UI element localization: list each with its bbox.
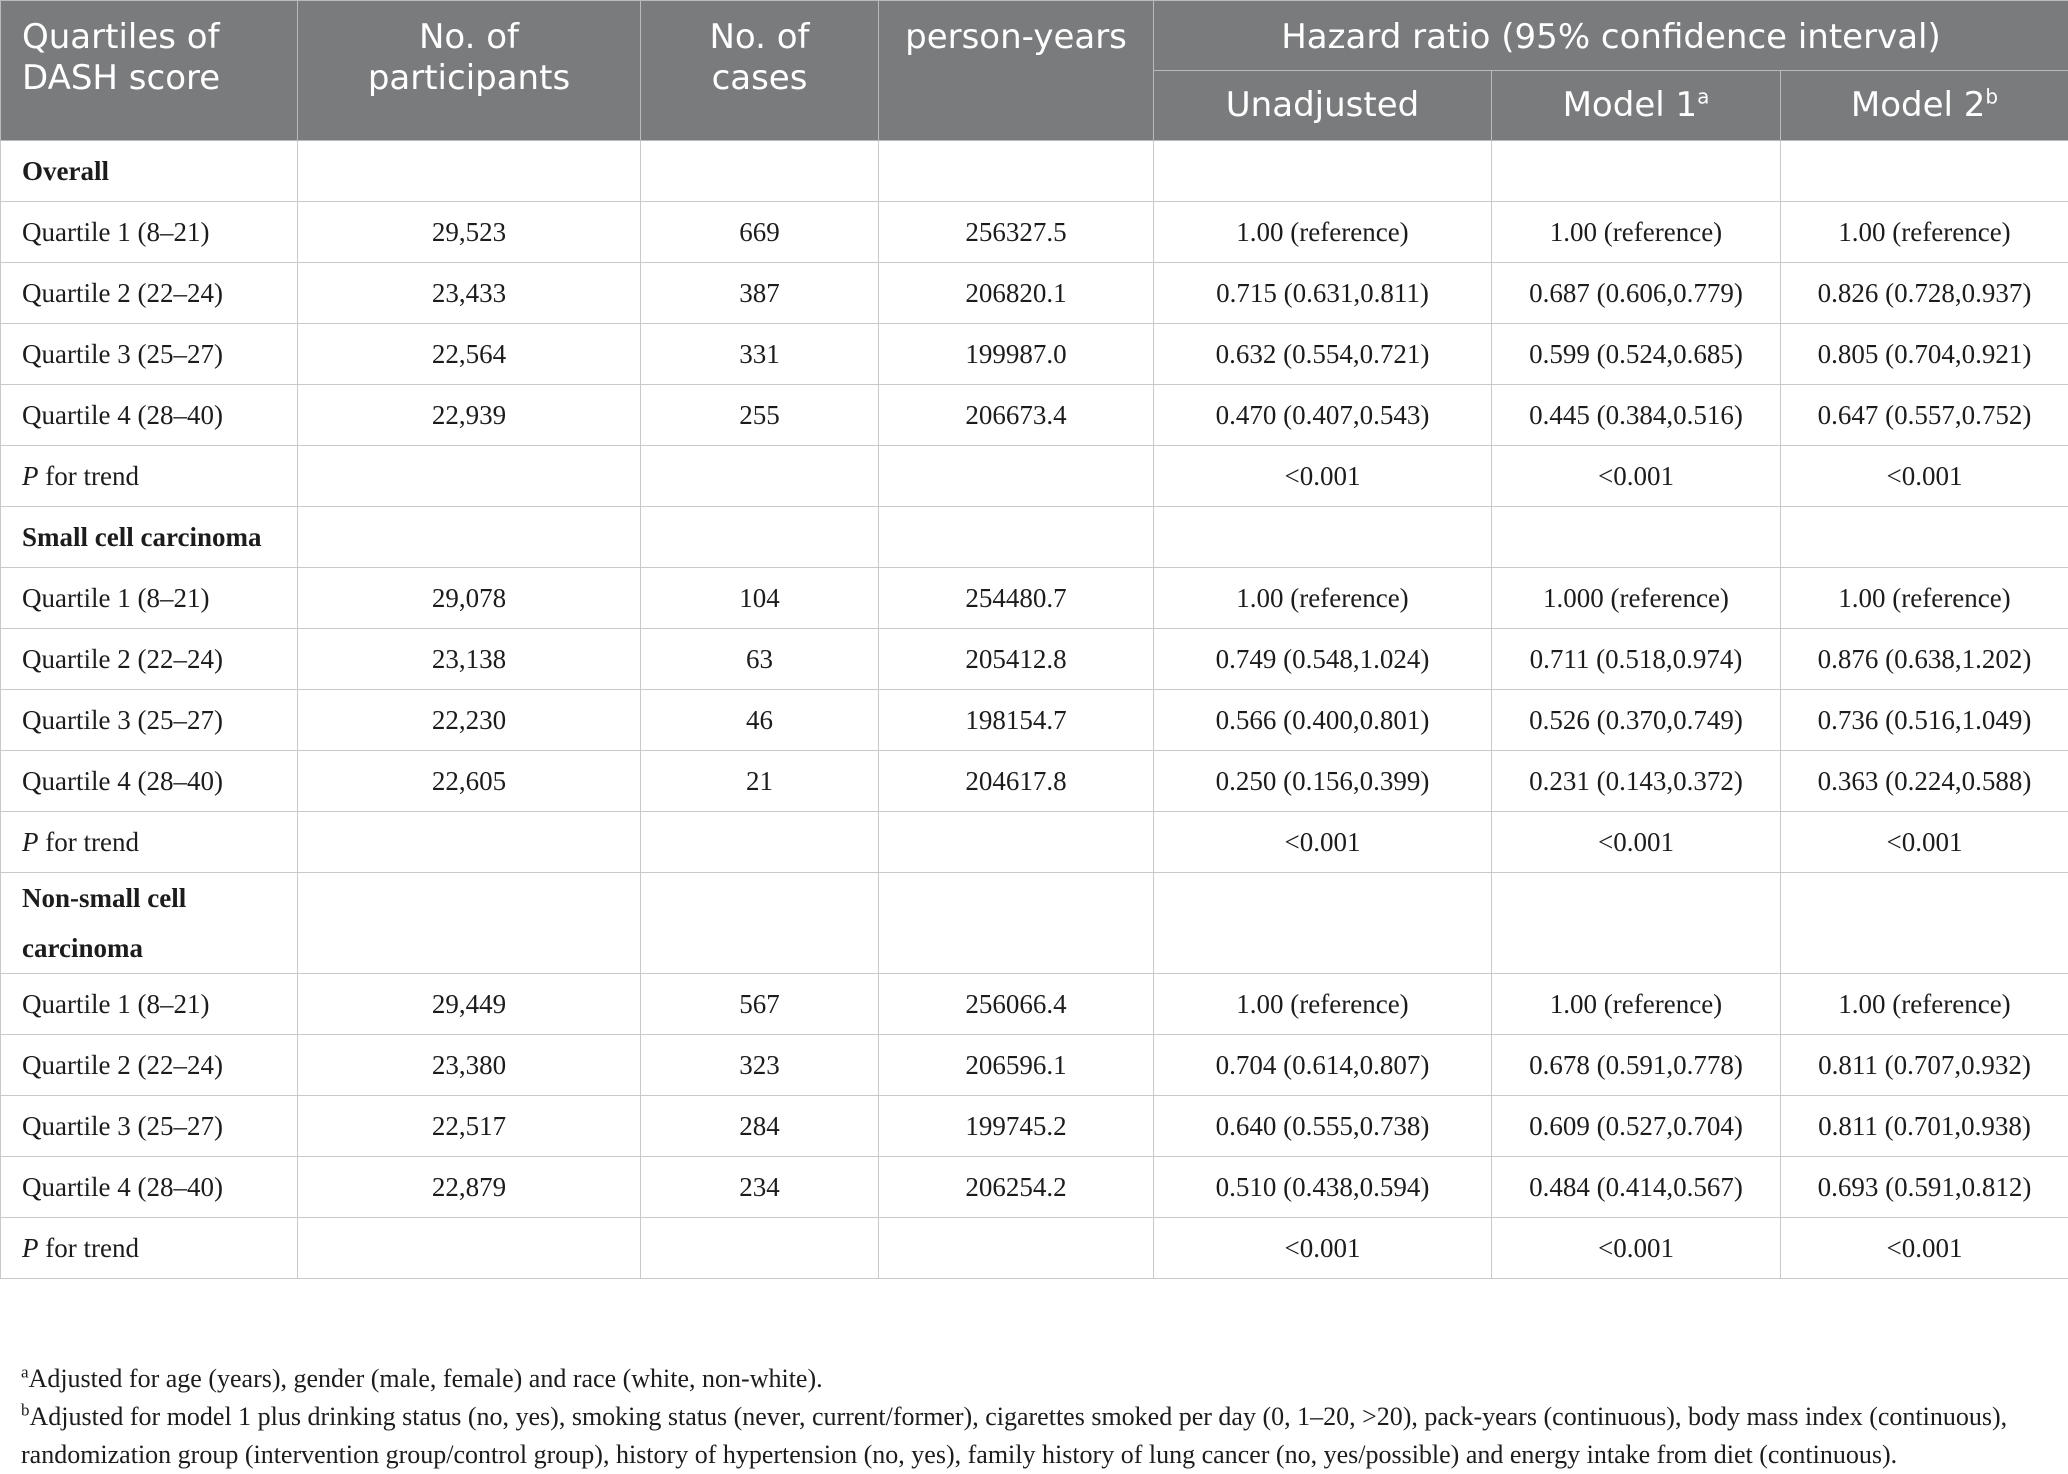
cases-cell: 669 [641,202,879,263]
cases-cell: 387 [641,263,879,324]
cases-cell: 46 [641,690,879,751]
unadjusted-cell: 0.250 (0.156,0.399) [1154,751,1492,812]
row-label: Quartile 2 (22–24) [1,263,298,324]
cases-cell: 234 [641,1157,879,1218]
trend-model1-cell: <0.001 [1492,1218,1781,1279]
header-cases-line1: No. of [641,17,878,58]
unadjusted-cell: 1.00 (reference) [1154,974,1492,1035]
model2-cell: 0.693 (0.591,0.812) [1781,1157,2068,1218]
model1-cell: 0.678 (0.591,0.778) [1492,1035,1781,1096]
table-row [1,385,2068,446]
participants-cell: 29,449 [298,974,641,1035]
trend-label-text: for trend [39,1233,139,1263]
table-row [1,751,2068,812]
trend-p-symbol: P [22,827,39,857]
trend-row [1,446,2068,507]
person-years-cell: 206673.4 [879,385,1154,446]
row-label: Quartile 3 (25–27) [1,1096,298,1157]
section-row-small-cell [1,507,2068,568]
model1-cell: 0.231 (0.143,0.372) [1492,751,1781,812]
section-label: Small cell carcinoma [1,507,298,568]
header-hazard-ratio: Hazard ratio (95% confidence interval) [1154,1,2068,71]
header-unadjusted: Unadjusted [1154,71,1492,141]
unadjusted-cell: 0.632 (0.554,0.721) [1154,324,1492,385]
model1-cell: 0.609 (0.527,0.704) [1492,1096,1781,1157]
person-years-cell: 205412.8 [879,629,1154,690]
footnote-a-mark: a [21,1362,29,1381]
trend-model2-cell: <0.001 [1781,1218,2068,1279]
participants-cell: 22,879 [298,1157,641,1218]
header-person-years-text: person-years [879,17,1153,58]
cases-cell: 323 [641,1035,879,1096]
trend-unadjusted-cell: <0.001 [1154,446,1492,507]
footnote-mark-b: b [1985,85,1998,109]
unadjusted-cell: 0.715 (0.631,0.811) [1154,263,1492,324]
footnote-b [21,1398,2051,1474]
header-cases-line2: cases [641,58,878,99]
row-label: Quartile 3 (25–27) [1,690,298,751]
participants-cell: 23,433 [298,263,641,324]
trend-row [1,1218,2068,1279]
footnote-b-mark: b [21,1400,30,1419]
person-years-cell: 206254.2 [879,1157,1154,1218]
person-years-cell: 206596.1 [879,1035,1154,1096]
unadjusted-cell: 0.640 (0.555,0.738) [1154,1096,1492,1157]
trend-model1-cell: <0.001 [1492,812,1781,873]
participants-cell: 23,380 [298,1035,641,1096]
header-quartiles-line2: DASH score [22,58,297,99]
model1-cell: 0.711 (0.518,0.974) [1492,629,1781,690]
person-years-cell: 204617.8 [879,751,1154,812]
person-years-cell: 254480.7 [879,568,1154,629]
unadjusted-cell: 0.749 (0.548,1.024) [1154,629,1492,690]
unadjusted-cell: 1.00 (reference) [1154,568,1492,629]
model1-cell: 0.687 (0.606,0.779) [1492,263,1781,324]
trend-model2-cell: <0.001 [1781,812,2068,873]
row-label: Quartile 4 (28–40) [1,1157,298,1218]
participants-cell: 22,564 [298,324,641,385]
person-years-cell: 199987.0 [879,324,1154,385]
header-cases [641,1,879,141]
row-label: Quartile 1 (8–21) [1,974,298,1035]
row-label: Quartile 4 (28–40) [1,385,298,446]
table-row [1,690,2068,751]
header-model2-text: Model 2 [1851,85,1986,125]
person-years-cell: 198154.7 [879,690,1154,751]
table-row [1,1096,2068,1157]
model2-cell: 1.00 (reference) [1781,202,2068,263]
footnote-a [21,1360,2051,1398]
unadjusted-cell: 0.704 (0.614,0.807) [1154,1035,1492,1096]
trend-label [1,1218,298,1279]
model2-cell: 0.363 (0.224,0.588) [1781,751,2068,812]
header-participants-line1: No. of [298,17,640,58]
model2-cell: 1.00 (reference) [1781,974,2068,1035]
model2-cell: 1.00 (reference) [1781,568,2068,629]
model1-cell: 1.00 (reference) [1492,202,1781,263]
cases-cell: 284 [641,1096,879,1157]
table-row [1,568,2068,629]
participants-cell: 22,939 [298,385,641,446]
model1-cell: 0.484 (0.414,0.567) [1492,1157,1781,1218]
section-row-overall [1,141,2068,202]
model2-cell: 0.647 (0.557,0.752) [1781,385,2068,446]
section-row-non-small-cell [1,873,2068,974]
unadjusted-cell: 0.566 (0.400,0.801) [1154,690,1492,751]
table-row [1,202,2068,263]
person-years-cell: 256327.5 [879,202,1154,263]
footnote-mark-a: a [1697,85,1709,109]
cases-cell: 63 [641,629,879,690]
participants-cell: 29,078 [298,568,641,629]
cases-cell: 21 [641,751,879,812]
trend-label [1,812,298,873]
table-row [1,1035,2068,1096]
cases-cell: 255 [641,385,879,446]
participants-cell: 22,517 [298,1096,641,1157]
header-person-years [879,1,1154,141]
row-label: Quartile 1 (8–21) [1,202,298,263]
model1-cell: 1.00 (reference) [1492,974,1781,1035]
model1-cell: 0.599 (0.524,0.685) [1492,324,1781,385]
trend-label [1,446,298,507]
cases-cell: 331 [641,324,879,385]
footnote-b-text: Adjusted for model 1 plus drinking status (no, yes), smoking status (never, current/former), cigarettes smoked per day (0, 1–20, >20), pack-years (continuous), body mass index (continuous), randomization group (intervention group/control group), history of hypertension (no, yes), family history of lung cancer (no, yes/possible) and energy intake from diet (continuous). [21,1402,2007,1469]
trend-unadjusted-cell: <0.001 [1154,1218,1492,1279]
trend-row [1,812,2068,873]
model1-cell: 1.000 (reference) [1492,568,1781,629]
participants-cell: 22,230 [298,690,641,751]
section-label: Non-small cell carcinoma [1,873,298,974]
model2-cell: 0.736 (0.516,1.049) [1781,690,2068,751]
table-body [1,141,2068,1279]
model2-cell: 0.811 (0.707,0.932) [1781,1035,2068,1096]
participants-cell: 23,138 [298,629,641,690]
header-row-top [1,1,2068,71]
trend-unadjusted-cell: <0.001 [1154,812,1492,873]
unadjusted-cell: 1.00 (reference) [1154,202,1492,263]
section-label: Overall [1,141,298,202]
table-row [1,1157,2068,1218]
model2-cell: 0.876 (0.638,1.202) [1781,629,2068,690]
participants-cell: 29,523 [298,202,641,263]
footnotes [21,1360,2051,1474]
cases-cell: 567 [641,974,879,1035]
person-years-cell: 256066.4 [879,974,1154,1035]
model1-cell: 0.445 (0.384,0.516) [1492,385,1781,446]
table-row [1,974,2068,1035]
header-quartiles [1,1,298,141]
trend-p-symbol: P [22,1233,39,1263]
unadjusted-cell: 0.470 (0.407,0.543) [1154,385,1492,446]
row-label: Quartile 2 (22–24) [1,629,298,690]
row-label: Quartile 4 (28–40) [1,751,298,812]
table-row [1,324,2068,385]
model2-cell: 0.811 (0.701,0.938) [1781,1096,2068,1157]
model2-cell: 0.826 (0.728,0.937) [1781,263,2068,324]
row-label: Quartile 1 (8–21) [1,568,298,629]
footnote-a-text: Adjusted for age (years), gender (male, female) and race (white, non-white). [29,1364,823,1393]
trend-p-symbol: P [22,461,39,491]
header-participants-line2: participants [298,58,640,99]
trend-model1-cell: <0.001 [1492,446,1781,507]
table-header [1,1,2068,141]
cases-cell: 104 [641,568,879,629]
model2-cell: 0.805 (0.704,0.921) [1781,324,2068,385]
header-quartiles-line1: Quartiles of [22,17,297,58]
trend-label-text: for trend [39,827,139,857]
header-model2 [1781,71,2068,141]
table-row [1,629,2068,690]
person-years-cell: 206820.1 [879,263,1154,324]
row-label: Quartile 3 (25–27) [1,324,298,385]
table-row [1,263,2068,324]
trend-model2-cell: <0.001 [1781,446,2068,507]
model1-cell: 0.526 (0.370,0.749) [1492,690,1781,751]
header-model1-text: Model 1 [1563,85,1698,125]
participants-cell: 22,605 [298,751,641,812]
header-participants [298,1,641,141]
header-model1 [1492,71,1781,141]
unadjusted-cell: 0.510 (0.438,0.594) [1154,1157,1492,1218]
row-label: Quartile 2 (22–24) [1,1035,298,1096]
person-years-cell: 199745.2 [879,1096,1154,1157]
trend-label-text: for trend [39,461,139,491]
